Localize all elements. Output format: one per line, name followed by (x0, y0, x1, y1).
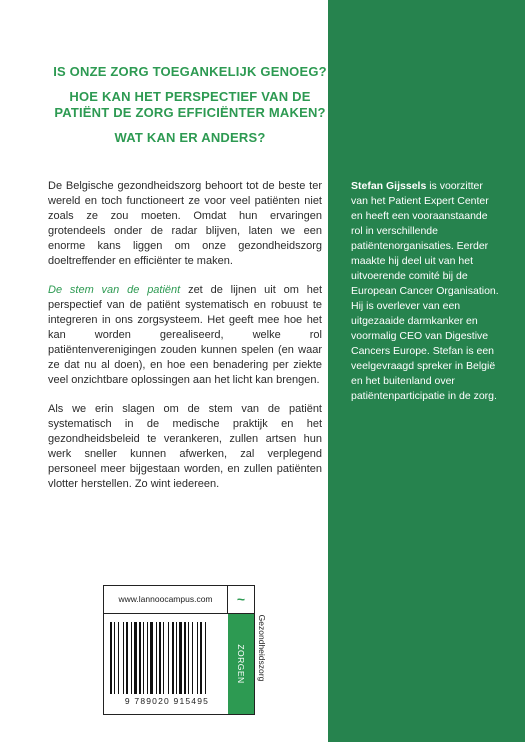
heading-question-2: HOE KAN HET PERSPECTIEF VAN DE PATIËNT DE ZORG EFFICIËNTER MAKEN? (54, 89, 326, 120)
author-bio-text: is voorzitter van het Patient Expert Center en heeft een vooraanstaande rol in verschillende patiëntenorganisaties. Eerder maakte hij deel uit van het uitvoerende comité bij de European Cancer Organisation. Hij is overlever van een uitgezaaide darmkanker en voormalig CEO van Digestive Cancers Europe. Stefan is een veelgevraagd spreker in België en het buitenland over patiëntenparticipatie in de zorg. (351, 180, 499, 402)
publisher-logo-icon: ~ (228, 586, 254, 614)
series-label: ZORGEN (236, 644, 246, 684)
blurb-paragraph-1: De Belgische gezondheidszorg behoort tot de beste ter wereld en toch functioneert ze voor veel patiënten niet zoals ze zou moeten. Omdat hun ervaringen grotendeels onder de radar blijven, laten we een enorme kans liggen om onze gezondheidszorg doeltreffender en efficiënter te maken. (48, 180, 322, 267)
blurb-paragraph-2 (48, 283, 322, 388)
blurb-paragraph-2-rest: zet de lijnen uit om het perspectief van de patiënt systematisch en robuust te integreren in ons zorgsysteem. Het geeft mee hoe het kan worden gerealiseerd, welke rol patiëntenverenigingen zouden kunnen spelen (en waar ze dat nu al doen), en hoe een benadering per ziekte veel onzichtbare oplossingen aan het licht kan brengen. (48, 284, 323, 386)
blurb-paragraph-3: Als we erin slagen om de stem van de patiënt systematisch in de medische praktijk en het gezondheidsbeleid te verankeren, zullen artsen hun werk sneller kunnen afwerken, zal verplegend personeel meer bijgestaan worden, en zullen patiënten vlotter herstellen. Zo wint iedereen. (48, 403, 322, 490)
series-label-box (228, 614, 254, 714)
category-label: Gezondheidszorg (257, 614, 267, 682)
heading-question-1: IS ONZE ZORG TOEGANKELIJK GENOEG? (53, 64, 327, 79)
blurb-text (48, 179, 322, 506)
publisher-url: www.lannoocampus.com (104, 586, 228, 614)
book-title: De stem van de patiënt (48, 284, 181, 296)
barcode-bars (110, 622, 224, 694)
author-name: Stefan Gijssels (351, 180, 427, 192)
barcode-block (103, 585, 255, 715)
back-cover-headings (40, 64, 340, 155)
author-bio (351, 179, 501, 404)
isbn-number: 9 789020 915495 (124, 696, 210, 706)
heading-question-3: WAT KAN ER ANDERS? (114, 130, 266, 145)
